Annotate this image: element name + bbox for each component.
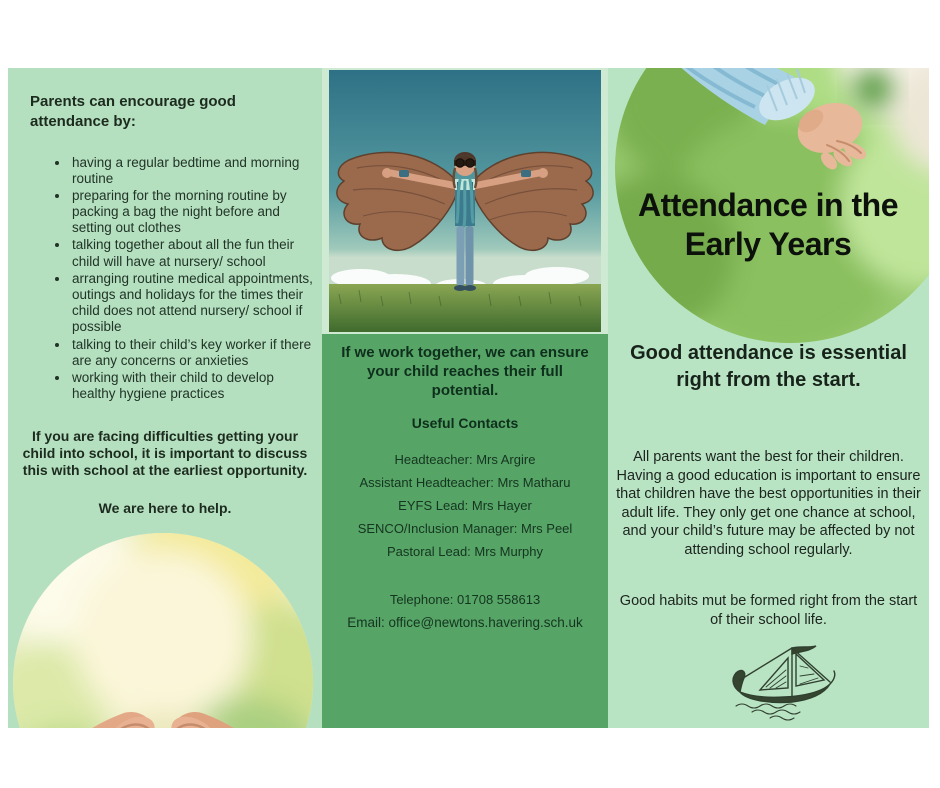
heart-hands-photo [13, 533, 313, 728]
body-paragraph-1: All parents want the best for their children. Having a good education is important to ensure that children have the best opportunities in their adult life. They only get one chance at school, and your child’s future may be affected by not attending school regularly. [616, 449, 921, 558]
difficulties-note: If you are facing difficulties getting your child into school, it is important to discuss this with school at the earliest opportunity. [22, 428, 308, 479]
contact-item: EYFS Lead: Mrs Hayer [398, 498, 532, 513]
left-panel [8, 68, 322, 728]
contacts-list [326, 453, 604, 568]
right-panel [608, 68, 929, 728]
subtitle: Good attendance is essential right from the start. [630, 342, 907, 391]
body-paragraph-2: Good habits mut be formed right from the start of their school life. [619, 593, 918, 628]
useful-contacts-heading: Useful Contacts [411, 415, 519, 431]
attendance-tip-item: • arranging routine medical appointments, outings and holidays for the times their child does not attend nursery/ school if possible [70, 271, 314, 336]
brochure-title: Attendance in the Early Years [638, 187, 898, 262]
telephone-line: Telephone: 01708 558613 [389, 592, 541, 607]
photo-frame [322, 68, 608, 334]
attendance-tips-list [8, 155, 314, 403]
attendance-tip-item: • talking to their child’s key worker if there are any concerns or anxieties [70, 337, 314, 369]
attendance-tip-item: • having a regular bedtime and morning routine [70, 155, 314, 187]
left-panel-heading: Parents can encourage good attendance by: [30, 93, 236, 131]
help-line: We are here to help. [98, 499, 232, 516]
trifold-brochure [8, 68, 929, 728]
attendance-tip-item: • talking together about all the fun their child will have at nursery/ school [70, 237, 314, 269]
sailing-ship-sketch-icon [726, 640, 850, 724]
winged-child-photo [329, 70, 601, 332]
tagline: If we work together, we can ensure your child reaches their full potential. [341, 344, 589, 399]
heart-hands-illustration [13, 533, 313, 728]
contact-item: Headteacher: Mrs Argire [394, 452, 536, 467]
email-line: Email: office@newtons.havering.sch.uk [347, 615, 583, 630]
contact-item: SENCO/Inclusion Manager: Mrs Peel [357, 521, 573, 536]
attendance-tip-item: • working with their child to develop healthy hygiene practices [70, 370, 314, 402]
contact-item: Pastoral Lead: Mrs Murphy [386, 544, 544, 559]
contact-item: Assistant Headteacher: Mrs Matharu [359, 475, 571, 490]
middle-panel [322, 68, 608, 728]
attendance-tip-item: • preparing for the morning routine by packing a bag the night before and setting out clothes [70, 188, 314, 237]
